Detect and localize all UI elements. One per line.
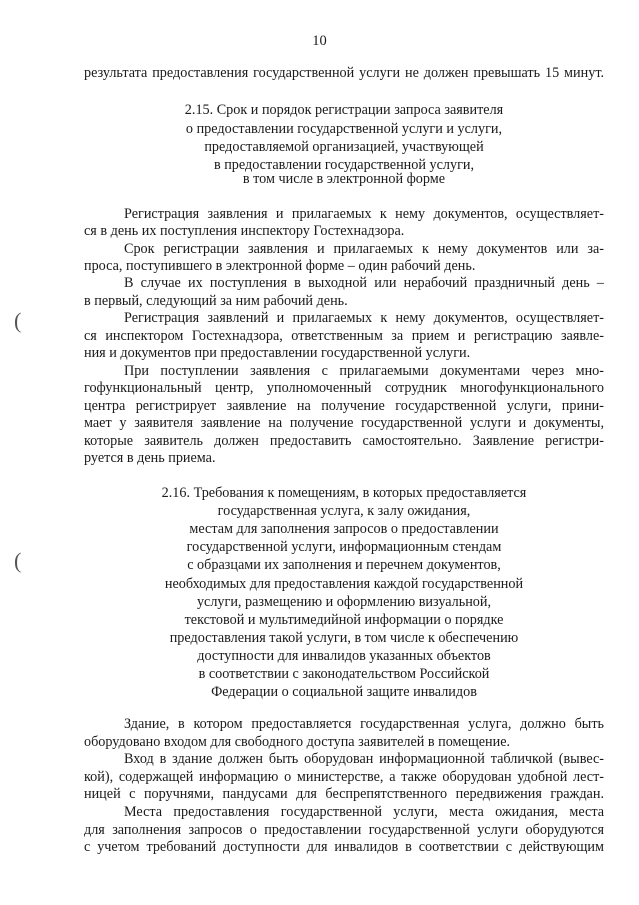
heading-line: текстовой и мультимедийной информации о порядке bbox=[184, 612, 504, 628]
text-line: которые заявитель должен предоставить самостоятельно. Заявление регистри- bbox=[84, 433, 604, 449]
heading-line: в том числе в электронной форме bbox=[242, 171, 446, 187]
heading-line: услуги, размещению и оформлению визуальной, bbox=[196, 594, 492, 610]
heading-line: с образцами их заполнения и перечнем документов, bbox=[187, 557, 501, 573]
text-line: в первый, следующий за ним рабочий день. bbox=[84, 293, 348, 309]
heading-line: государственная услуга, к залу ожидания, bbox=[217, 503, 471, 519]
heading-line: предоставляемой организацией, участвующей bbox=[204, 139, 484, 155]
text-line: с учетом требований доступности для инвалидов в соответствии с действующим bbox=[84, 839, 604, 855]
text-line: гофункциональный центр, уполномоченный сотрудник многофункционального bbox=[84, 380, 604, 396]
heading-line: в соответствии с законодательством Российской bbox=[198, 666, 490, 682]
text-line: При поступлении заявления с прилагаемыми документами через мно- bbox=[124, 363, 604, 379]
text-line: Места предоставления государственной услуги, места ожидания, места bbox=[124, 804, 604, 820]
scan-margin-mark: ( bbox=[14, 308, 22, 333]
text-line: центра регистрирует заявление на получение государственной услуги, прини- bbox=[84, 398, 604, 414]
heading-line: в предоставлении государственной услуги, bbox=[213, 157, 475, 173]
heading-line: местам для заполнения запросов о предоставлении bbox=[189, 521, 499, 537]
heading-line: Федерации о социальной защите инвалидов bbox=[211, 684, 477, 700]
text-line: ся в день их поступления инспектору Гостехнадзора. bbox=[84, 223, 405, 239]
text-line: Срок регистрации заявления и прилагаемых к нему документов или за- bbox=[124, 241, 604, 257]
heading-line: 2.16. Требования к помещениям, в которых предоставляется bbox=[161, 485, 527, 501]
text-line: проса, поступившего в электронной форме – один рабочий день. bbox=[84, 258, 476, 274]
text-line: ницей с поручнями, пандусами для беспрепятственного передвижения граждан. bbox=[84, 786, 604, 802]
heading-line: государственной услуги, информационным стендам bbox=[186, 539, 502, 555]
heading-line: предоставления такой услуги, в том числе к обеспечению bbox=[169, 630, 519, 646]
text-line: оборудовано входом для свободного доступа заявителей в помещение. bbox=[84, 734, 511, 750]
text-line: результата предоставления государственной услуги не должен превышать 15 минут. bbox=[84, 65, 604, 81]
text-line: В случае их поступления в выходной или нерабочий праздничный день – bbox=[124, 275, 604, 291]
text-line: руется в день приема. bbox=[84, 450, 216, 466]
text-line: Регистрация заявления и прилагаемых к нему документов, осуществляет- bbox=[124, 206, 604, 222]
text-line: для заполнения запросов о предоставлении государственной услуги оборудуются bbox=[84, 822, 604, 838]
text-line: ся инспектором Гостехнадзора, ответственным за прием и регистрацию заявле- bbox=[84, 328, 604, 344]
heading-line: 2.15. Срок и порядок регистрации запроса заявителя bbox=[184, 102, 504, 118]
heading-line: о предоставлении государственной услуги и услуги, bbox=[185, 121, 503, 137]
text-line: Здание, в котором предоставляется государственная услуга, должно быть bbox=[124, 716, 604, 732]
scan-margin-mark: ( bbox=[14, 548, 22, 573]
heading-line: доступности для инвалидов указанных объектов bbox=[197, 648, 491, 664]
text-line: ния и документов при предоставлении государственной услуги. bbox=[84, 345, 471, 361]
heading-line: необходимых для предоставления каждой государственной bbox=[164, 576, 524, 592]
text-line: Регистрация заявлений и прилагаемых к нему документов, осуществляет- bbox=[124, 310, 604, 326]
text-line: кой), содержащей информацию о министерстве, а также оборудован удобной лест- bbox=[84, 769, 604, 785]
page-number: 10 bbox=[312, 33, 327, 49]
text-line: мает у заявителя заявление на получение государственной услуги и документы, bbox=[84, 415, 604, 431]
text-line: Вход в здание должен быть оборудован информационной табличкой (вывес- bbox=[124, 751, 604, 767]
